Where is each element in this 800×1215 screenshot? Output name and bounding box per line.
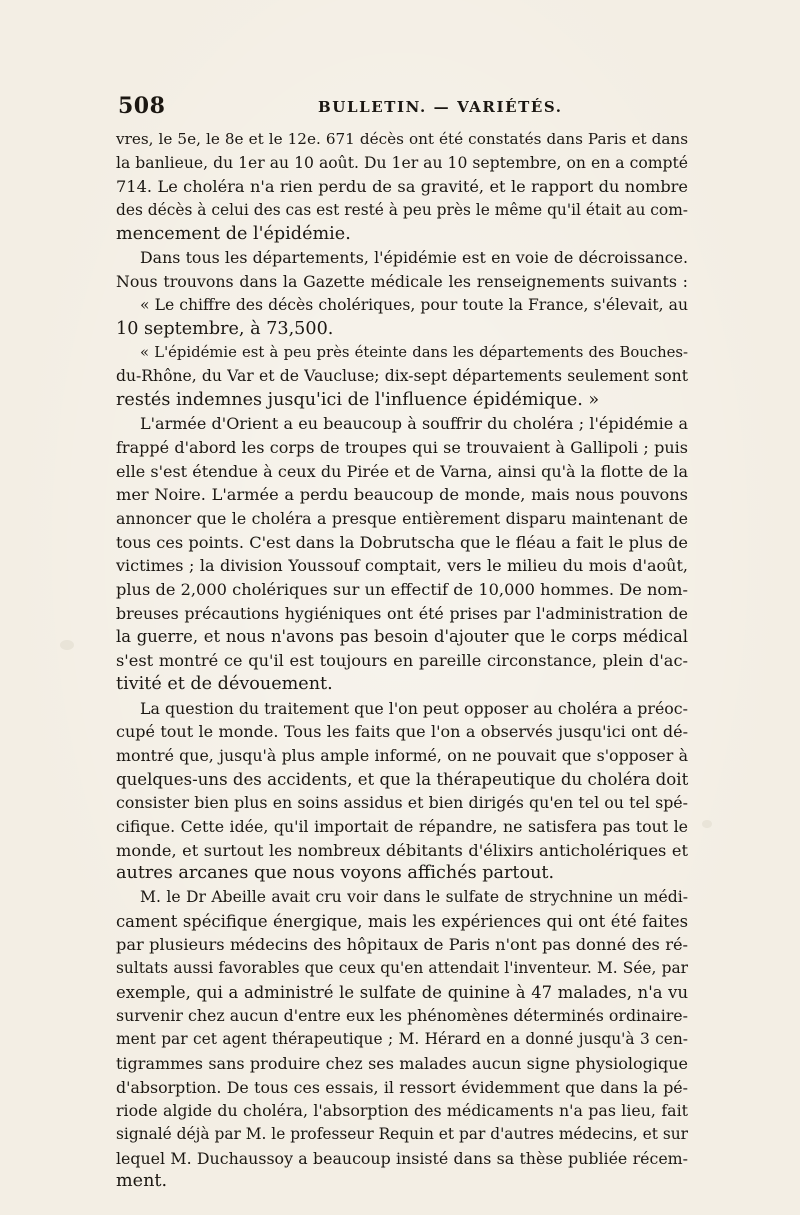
text-line: exemple, qui a administré le sulfate de quinine à 47 malades, n'a vu [116,982,688,1002]
text-line: quelques-uns des accidents, et que la thérapeutique du choléra doit [116,769,689,789]
text-line: vres, le 5e, le 8e et le 12e. 671 décès ont été constatés dans Paris et dans [116,130,688,148]
text-line: annoncer que le choléra a presque entièrement disparu maintenant de [116,509,688,528]
text-line: lequel M. Duchaussoy a beaucoup insisté dans sa thèse publiée récem- [116,1148,688,1168]
text-line: breuses précautions hygiéniques ont été prises par l'administration de [116,603,688,623]
text-line: autres arcanes que nous voyons affichés partout. [116,863,555,884]
text-line: tivité et de dévouement. [116,673,333,694]
text-line: la banlieue, du 1er au 10 août. Du 1er au 10 septembre, on en a compté [116,153,688,172]
running-head-title: BULLETIN. — VARIÉTÉS. [318,98,563,116]
text-line: frappé d'abord les corps de troupes qui se trouvaient à Gallipoli ; puis [116,437,688,457]
text-line: des décès à celui des cas est resté à peu près le même qu'il était au com- [116,201,688,220]
text-line: cament spécifique énergique, mais les expériences qui ont été faites [116,911,688,931]
text-line: montré que, jusqu'à plus ample informé, on ne pouvait que s'opposer à [116,745,688,765]
text-line: mencement de l'épidémie. [116,223,351,244]
text-line: Dans tous les départements, l'épidémie est en voie de décroissance. [140,248,688,268]
text-line: 714. Le choléra n'a rien perdu de sa gravité, et le rapport du nombre [116,177,688,197]
text-line: elle s'est étendue à ceux du Pirée et de Varna, ainsi qu'à la flotte de la [116,461,688,481]
running-head [118,92,688,120]
text-line: monde, et surtout les nombreux débitants d'élixirs anticholériques et [116,840,688,860]
text-line: par plusieurs médecins des hôpitaux de Paris n'ont pas donné des ré- [116,935,688,955]
text-line: La question du traitement que l'on peut opposer au choléra a préoc- [140,698,688,718]
text-line: « Le chiffre des décès cholériques, pour toute la France, s'élevait, au [140,295,688,314]
text-line: Nous trouvons dans la Gazette médicale les renseignements suivants : [116,272,688,292]
text-line: ment. [116,1171,168,1192]
text-line: tigrammes sans produire chez ses malades aucun signe physiologique [116,1053,688,1073]
paper-stain [702,820,712,828]
text-line: cifique. Cette idée, qu'il importait de répandre, ne satisfera pas tout le [116,816,688,836]
text-line: s'est montré ce qu'il est toujours en pareille circonstance, plein d'ac- [116,651,688,671]
page-number: 508 [118,93,166,119]
text-line: ment par cet agent thérapeutique ; M. Hérard en a donné jusqu'à 3 cen- [116,1030,688,1049]
text-line: « L'épidémie est à peu près éteinte dans les départements des Bouches- [140,344,688,362]
body-text [116,128,688,1194]
text-line: consister bien plus en soins assidus et bien dirigés qu'en tel ou tel spé- [116,793,688,813]
paper-stain [60,640,74,650]
text-line: restés indemnes jusqu'ici de l'influence épidémique. » [116,389,600,410]
text-line: survenir chez aucun d'entre eux les phénomènes déterminés ordinaire- [116,1006,688,1026]
text-line: la guerre, et nous n'avons pas besoin d'ajouter que le corps médical [116,627,688,647]
text-line: L'armée d'Orient a eu beaucoup à souffrir du choléra ; l'épidémie a [140,414,688,434]
text-line: riode algide du choléra, l'absorption des médicaments n'a pas lieu, fait [116,1101,688,1121]
text-line: 10 septembre, à 73,500. [116,318,334,339]
text-line: du-Rhône, du Var et de Vaucluse; dix-sept départements seulement sont [116,366,688,385]
text-line: signalé déjà par M. le professeur Requin et par d'autres médecins, et sur [116,1124,688,1143]
text-line: plus de 2,000 cholériques sur un effectif de 10,000 hommes. De nom- [116,580,688,600]
text-line: d'absorption. De tous ces essais, il ressort évidemment que dans la pé- [116,1077,688,1097]
text-line: M. le Dr Abeille avait cru voir dans le sulfate de strychnine un médi- [140,888,688,906]
text-line: cupé tout le monde. Tous les faits que l'on a observés jusqu'ici ont dé- [116,722,688,742]
text-line: victimes ; la division Youssouf comptait, vers le milieu du mois d'août, [116,556,688,576]
text-line: mer Noire. L'armée a perdu beaucoup de monde, mais nous pouvons [116,485,688,505]
text-line: sultats aussi favorables que ceux qu'en attendait l'inventeur. M. Sée, par [116,959,688,978]
text-line: tous ces points. C'est dans la Dobrutscha que le fléau a fait le plus de [116,532,688,552]
